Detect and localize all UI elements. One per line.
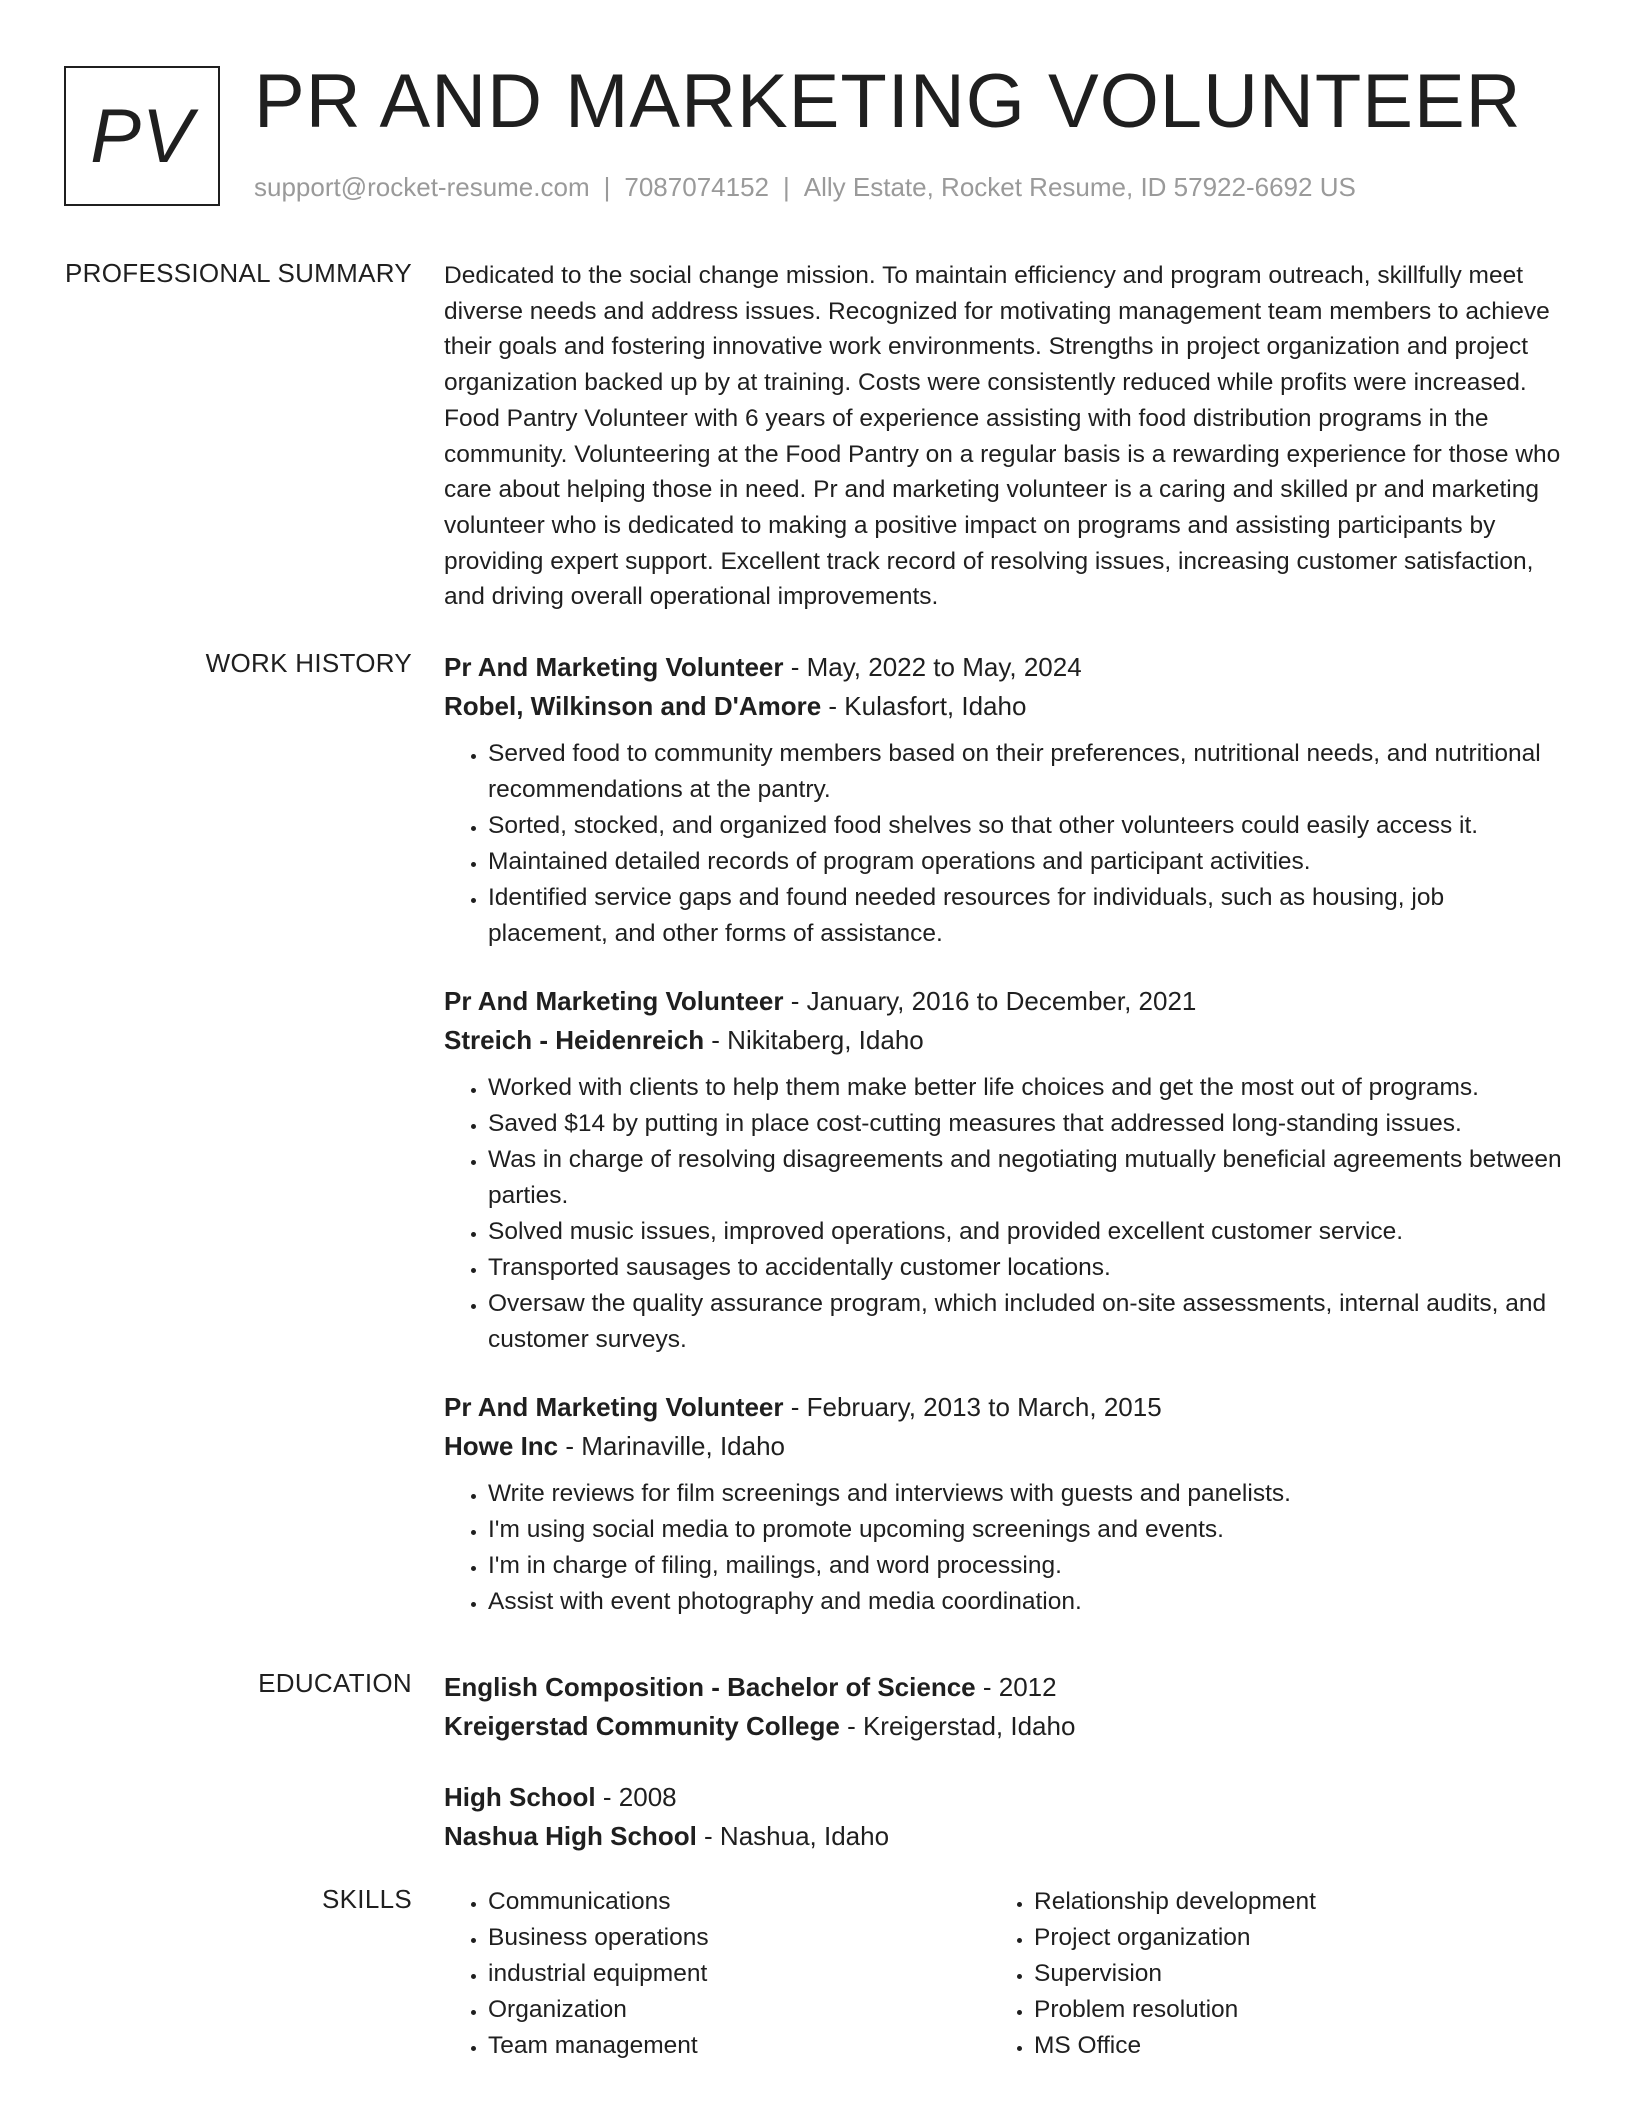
section-heading: EDUCATION [258,1668,412,1698]
job-list [444,648,1564,1650]
skill-item: • Communications [488,1884,990,1920]
skill-item: • Problem resolution [1034,1992,1536,2028]
degree-year: - 2008 [595,1782,677,1812]
job-title-line [444,982,1564,1021]
summary-text: Dedicated to the social change mission. To maintain efficiency and program outreach, skillfully meet diverse needs and address issues. Recognized for motivating management team members to achieve their goals and fostering innovative work environments. Strengths in project organization and project organization backed up by at training. Costs were consistently reduced while profits were increased. Food Pantry Volunteer with 6 years of experience assisting with food distribution programs in the community. Volunteering at the Food Pantry on a regular basis is a rewarding experience for those who care about helping those in need. Pr and marketing volunteer is a caring and skilled pr and marketing volunteer who is dedicated to making a positive impact on programs and assisting participants by providing expert support. Excellent track record of resolving issues, increasing customer satisfaction, and driving overall operational improvements. [444,262,1561,611]
skills-column-left [444,1884,990,2064]
job-company-line [444,687,1564,726]
job-bullet: • Transported sausages to accidentally customer locations. [488,1250,1564,1286]
skills-body [444,1884,1564,2064]
education-entry [444,1778,1564,1856]
page-title: PR AND MARKETING VOLUNTEER [254,59,1522,144]
degree-line [444,1778,1564,1817]
job-location: - Kulasfort, Idaho [821,691,1027,721]
job-bullet: • Worked with clients to help them make better life choices and get the most out of programs. [488,1070,1564,1106]
job-bullet: • Solved music issues, improved operations, and provided excellent customer service. [488,1214,1564,1250]
contact-separator: | [603,172,611,202]
job-company-line [444,1021,1564,1060]
skill-item: • Project organization [1034,1920,1536,1956]
skill-item: • Business operations [488,1920,990,1956]
skill-item: • Supervision [1034,1956,1536,1992]
job-bullet: • I'm in charge of filing, mailings, and word processing. [488,1548,1564,1584]
job-bullet: • Identified service gaps and found needed resources for individuals, such as housing, job placement, and other forms of assistance. [488,880,1564,952]
skills-column-right [990,1884,1536,2064]
contact-email: support@rocket-resume.com [254,172,590,202]
school-line [444,1707,1564,1746]
job-entry [444,648,1564,952]
job-entry [444,982,1564,1358]
summary-body [444,258,1564,615]
school-location: - Nashua, Idaho [696,1821,890,1851]
job-location: - Nikitaberg, Idaho [704,1025,924,1055]
job-dates: - February, 2013 to March, 2015 [783,1392,1162,1422]
degree-line [444,1668,1564,1707]
education-list [444,1668,1564,1888]
job-company-line [444,1427,1564,1466]
job-bullet: • Oversaw the quality assurance program, which included on-site assessments, internal audits, and customer surveys. [488,1286,1564,1358]
section-heading: SKILLS [322,1884,412,1914]
school-location: - Kreigerstad, Idaho [839,1711,1076,1741]
contact-line [254,172,1356,203]
job-entry [444,1388,1564,1620]
job-title: Pr And Marketing Volunteer [444,1392,784,1422]
job-bullet: • Was in charge of resolving disagreements and negotiating mutually beneficial agreements between parties. [488,1142,1564,1214]
skills-grid [444,1884,1564,2064]
skill-item: • industrial equipment [488,1956,990,1992]
job-bullet: • Sorted, stocked, and organized food shelves so that other volunteers could easily access it. [488,808,1564,844]
job-company: Howe Inc [444,1431,559,1461]
job-location: - Marinaville, Idaho [558,1431,786,1461]
contact-address: Ally Estate, Rocket Resume, ID 57922-6692 US [803,172,1356,202]
skill-item: • MS Office [1034,2028,1536,2064]
job-company: Streich - Heidenreich [444,1025,705,1055]
skill-item: • Team management [488,2028,990,2064]
job-dates: - May, 2022 to May, 2024 [783,652,1082,682]
school-name: Kreigerstad Community College [444,1711,840,1741]
job-title-line [444,648,1564,687]
degree-name: High School [444,1782,596,1812]
school-line [444,1817,1564,1856]
job-title-line [444,1388,1564,1427]
degree-year: - 2012 [975,1672,1057,1702]
job-bullet: • Assist with event photography and media coordination. [488,1584,1564,1620]
contact-separator: | [783,172,790,202]
job-title: Pr And Marketing Volunteer [444,986,784,1016]
job-bullet: • Write reviews for film screenings and interviews with guests and panelists. [488,1476,1564,1512]
job-dates: - January, 2016 to December, 2021 [783,986,1197,1016]
education-entry [444,1668,1564,1746]
job-bullet: • Saved $14 by putting in place cost-cutting measures that addressed long-standing issues. [488,1106,1564,1142]
job-bullet: • Served food to community members based on their preferences, nutritional needs, and nutritional recommendations at the pantry. [488,736,1564,808]
section-heading: WORK HISTORY [205,648,412,678]
skill-item: • Organization [488,1992,990,2028]
job-bullet: • Maintained detailed records of program operations and participant activities. [488,844,1564,880]
skill-item: • Relationship development [1034,1884,1536,1920]
job-bullets [444,1070,1564,1358]
job-title: Pr And Marketing Volunteer [444,652,784,682]
degree-name: English Composition - Bachelor of Science [444,1672,976,1702]
job-company: Robel, Wilkinson and D'Amore [444,691,822,721]
contact-phone: 7087074152 [624,172,769,202]
school-name: Nashua High School [444,1821,697,1851]
job-bullets [444,736,1564,952]
job-bullets [444,1476,1564,1620]
job-bullet: • I'm using social media to promote upcoming screenings and events. [488,1512,1564,1548]
monogram-badge: PV [64,66,220,206]
section-heading: PROFESSIONAL SUMMARY [65,258,412,288]
